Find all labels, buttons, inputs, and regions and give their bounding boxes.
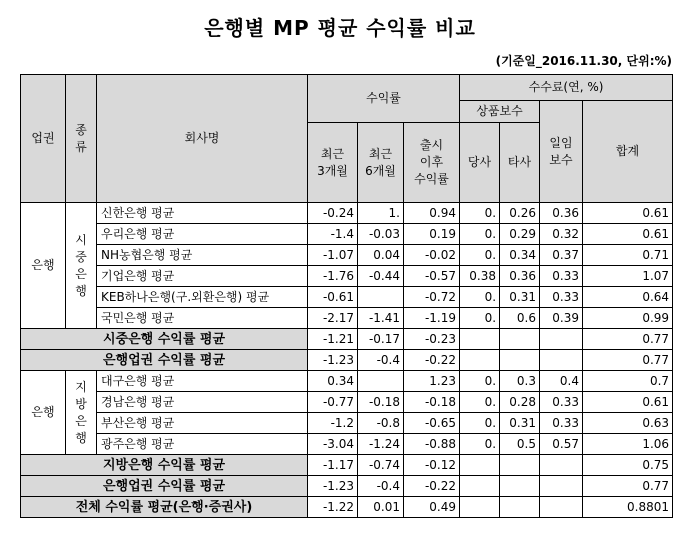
discretion-fee-value: 0.32 (540, 224, 583, 245)
others-fee-value: 0.34 (500, 245, 540, 266)
subtotal-label: 은행업권 수익률 평균 (21, 476, 308, 497)
others-fee-value: 0.26 (500, 203, 540, 224)
company-name: 기업은행 평균 (97, 266, 308, 287)
total-fee-value: 0.75 (583, 455, 673, 476)
total-fee-value: 0.8801 (583, 497, 673, 518)
table-row (21, 371, 673, 392)
bank-mp-return-table (20, 74, 673, 518)
subtotal-label: 은행업권 수익률 평균 (21, 350, 308, 371)
table-row (21, 245, 673, 266)
since-launch-value: -0.65 (404, 413, 460, 434)
others-fee-value: 0.6 (500, 308, 540, 329)
table-row (21, 308, 673, 329)
recent-6m-value: 1. (358, 203, 404, 224)
total-fee-value: 0.77 (583, 329, 673, 350)
since-launch-value: -0.57 (404, 266, 460, 287)
company-name: NH농협은행 평균 (97, 245, 308, 266)
recent-6m-value: -0.17 (358, 329, 404, 350)
since-launch-value: 0.49 (404, 497, 460, 518)
recent-3m-value: -1.17 (308, 455, 358, 476)
recent-6m-value: -0.8 (358, 413, 404, 434)
commercial-average-row (21, 329, 673, 350)
total-fee-value: 1.07 (583, 266, 673, 287)
company-name: KEB하나은행(구.외환은행) 평균 (97, 287, 308, 308)
overall-average-row (21, 497, 673, 518)
company-name: 국민은행 평균 (97, 308, 308, 329)
discretion-fee-value: 0.33 (540, 392, 583, 413)
total-fee-value: 0.77 (583, 476, 673, 497)
recent-3m-value: -3.04 (308, 434, 358, 455)
ours-fee-value: 0.38 (460, 266, 500, 287)
others-fee-value: 0.3 (500, 371, 540, 392)
since-launch-value: -0.12 (404, 455, 460, 476)
company-name: 경남은행 평균 (97, 392, 308, 413)
recent-3m-value: -1.76 (308, 266, 358, 287)
company-name: 광주은행 평균 (97, 434, 308, 455)
header-recent-6m: 최근 6개월 (358, 123, 404, 203)
since-launch-value: -1.19 (404, 308, 460, 329)
others-fee-value: 0.29 (500, 224, 540, 245)
total-fee-value: 0.71 (583, 245, 673, 266)
regional-bank-cell: 지 방 은 행 (66, 371, 97, 455)
company-name: 신한은행 평균 (97, 203, 308, 224)
recent-3m-value: -0.24 (308, 203, 358, 224)
recent-6m-value: -0.03 (358, 224, 404, 245)
discretion-fee-value: 0.33 (540, 266, 583, 287)
recent-6m-value: -1.24 (358, 434, 404, 455)
discretion-fee-value: 0.4 (540, 371, 583, 392)
recent-6m-value: -0.18 (358, 392, 404, 413)
recent-3m-value: -1.07 (308, 245, 358, 266)
header-return: 수익률 (308, 75, 460, 123)
header-ours: 당사 (460, 123, 500, 203)
discretion-fee-value: 0.33 (540, 287, 583, 308)
page-title: 은행별 MP 평균 수익률 비교 (204, 16, 476, 40)
others-fee-value: 0.5 (500, 434, 540, 455)
recent-6m-value: 0.04 (358, 245, 404, 266)
bank-average-row (21, 350, 673, 371)
recent-6m-value: -0.44 (358, 266, 404, 287)
header-total: 합계 (583, 101, 673, 203)
recent-6m-value: -0.74 (358, 455, 404, 476)
recent-3m-value: 0.34 (308, 371, 358, 392)
discretion-fee-value: 0.37 (540, 245, 583, 266)
ours-fee-value: 0. (460, 287, 500, 308)
discretion-fee-value: 0.33 (540, 413, 583, 434)
header-recent-3m: 최근 3개월 (308, 123, 358, 203)
ours-fee-value: 0. (460, 308, 500, 329)
total-fee-value: 0.64 (583, 287, 673, 308)
since-launch-value: -0.22 (404, 350, 460, 371)
table-row (21, 287, 673, 308)
recent-3m-value: -1.2 (308, 413, 358, 434)
header-industry: 업권 (21, 75, 66, 203)
header-fee: 수수료(연, %) (460, 75, 673, 101)
recent-6m-value: -0.4 (358, 476, 404, 497)
subtotal-label: 지방은행 수익률 평균 (21, 455, 308, 476)
industry-bank-cell: 은행 (21, 371, 66, 455)
since-launch-value: -0.72 (404, 287, 460, 308)
header-type: 종 류 (66, 75, 97, 203)
bank-average-row (21, 476, 673, 497)
header-company: 회사명 (97, 75, 308, 203)
recent-3m-value: -1.21 (308, 329, 358, 350)
subtotal-label: 시중은행 수익률 평균 (21, 329, 308, 350)
reference-date-note: (기준일_2016.11.30, 단위:%) (495, 54, 672, 68)
commercial-bank-cell: 시 중 은 행 (66, 203, 97, 329)
total-fee-value: 0.61 (583, 203, 673, 224)
since-launch-value: -0.88 (404, 434, 460, 455)
others-fee-value: 0.31 (500, 287, 540, 308)
table-row (21, 266, 673, 287)
ours-fee-value: 0. (460, 371, 500, 392)
recent-6m-value: 0.01 (358, 497, 404, 518)
recent-3m-value: -1.4 (308, 224, 358, 245)
total-fee-value: 0.77 (583, 350, 673, 371)
since-launch-value: -0.23 (404, 329, 460, 350)
recent-6m-value: -1.41 (358, 308, 404, 329)
ours-fee-value: 0. (460, 413, 500, 434)
header-since-launch: 출시 이후 수익률 (404, 123, 460, 203)
since-launch-value: -0.02 (404, 245, 460, 266)
company-name: 우리은행 평균 (97, 224, 308, 245)
recent-6m-value (358, 287, 404, 308)
subtotal-label: 전체 수익률 평균(은행·증권사) (21, 497, 308, 518)
since-launch-value: -0.18 (404, 392, 460, 413)
recent-3m-value: -0.61 (308, 287, 358, 308)
others-fee-value: 0.36 (500, 266, 540, 287)
recent-3m-value: -1.22 (308, 497, 358, 518)
table-row (21, 413, 673, 434)
discretion-fee-value: 0.57 (540, 434, 583, 455)
ours-fee-value: 0. (460, 224, 500, 245)
others-fee-value: 0.31 (500, 413, 540, 434)
recent-3m-value: -1.23 (308, 476, 358, 497)
since-launch-value: 0.94 (404, 203, 460, 224)
recent-3m-value: -1.23 (308, 350, 358, 371)
total-fee-value: 0.61 (583, 224, 673, 245)
total-fee-value: 0.99 (583, 308, 673, 329)
discretion-fee-value: 0.36 (540, 203, 583, 224)
recent-6m-value (358, 371, 404, 392)
header-others: 타사 (500, 123, 540, 203)
ours-fee-value: 0. (460, 245, 500, 266)
total-fee-value: 1.06 (583, 434, 673, 455)
header-discretion-fee: 일임 보수 (540, 101, 583, 203)
since-launch-value: 0.19 (404, 224, 460, 245)
table-row (21, 434, 673, 455)
total-fee-value: 0.7 (583, 371, 673, 392)
company-name: 대구은행 평균 (97, 371, 308, 392)
table-row (21, 224, 673, 245)
header-product-fee: 상품보수 (460, 101, 540, 123)
table-row (21, 203, 673, 224)
ours-fee-value: 0. (460, 203, 500, 224)
total-fee-value: 0.63 (583, 413, 673, 434)
table-row (21, 392, 673, 413)
recent-6m-value: -0.4 (358, 350, 404, 371)
since-launch-value: 1.23 (404, 371, 460, 392)
total-fee-value: 0.61 (583, 392, 673, 413)
ours-fee-value: 0. (460, 392, 500, 413)
recent-3m-value: -2.17 (308, 308, 358, 329)
recent-3m-value: -0.77 (308, 392, 358, 413)
ours-fee-value: 0. (460, 434, 500, 455)
discretion-fee-value: 0.39 (540, 308, 583, 329)
regional-average-row (21, 455, 673, 476)
industry-bank-cell: 은행 (21, 203, 66, 329)
others-fee-value: 0.28 (500, 392, 540, 413)
since-launch-value: -0.22 (404, 476, 460, 497)
company-name: 부산은행 평균 (97, 413, 308, 434)
